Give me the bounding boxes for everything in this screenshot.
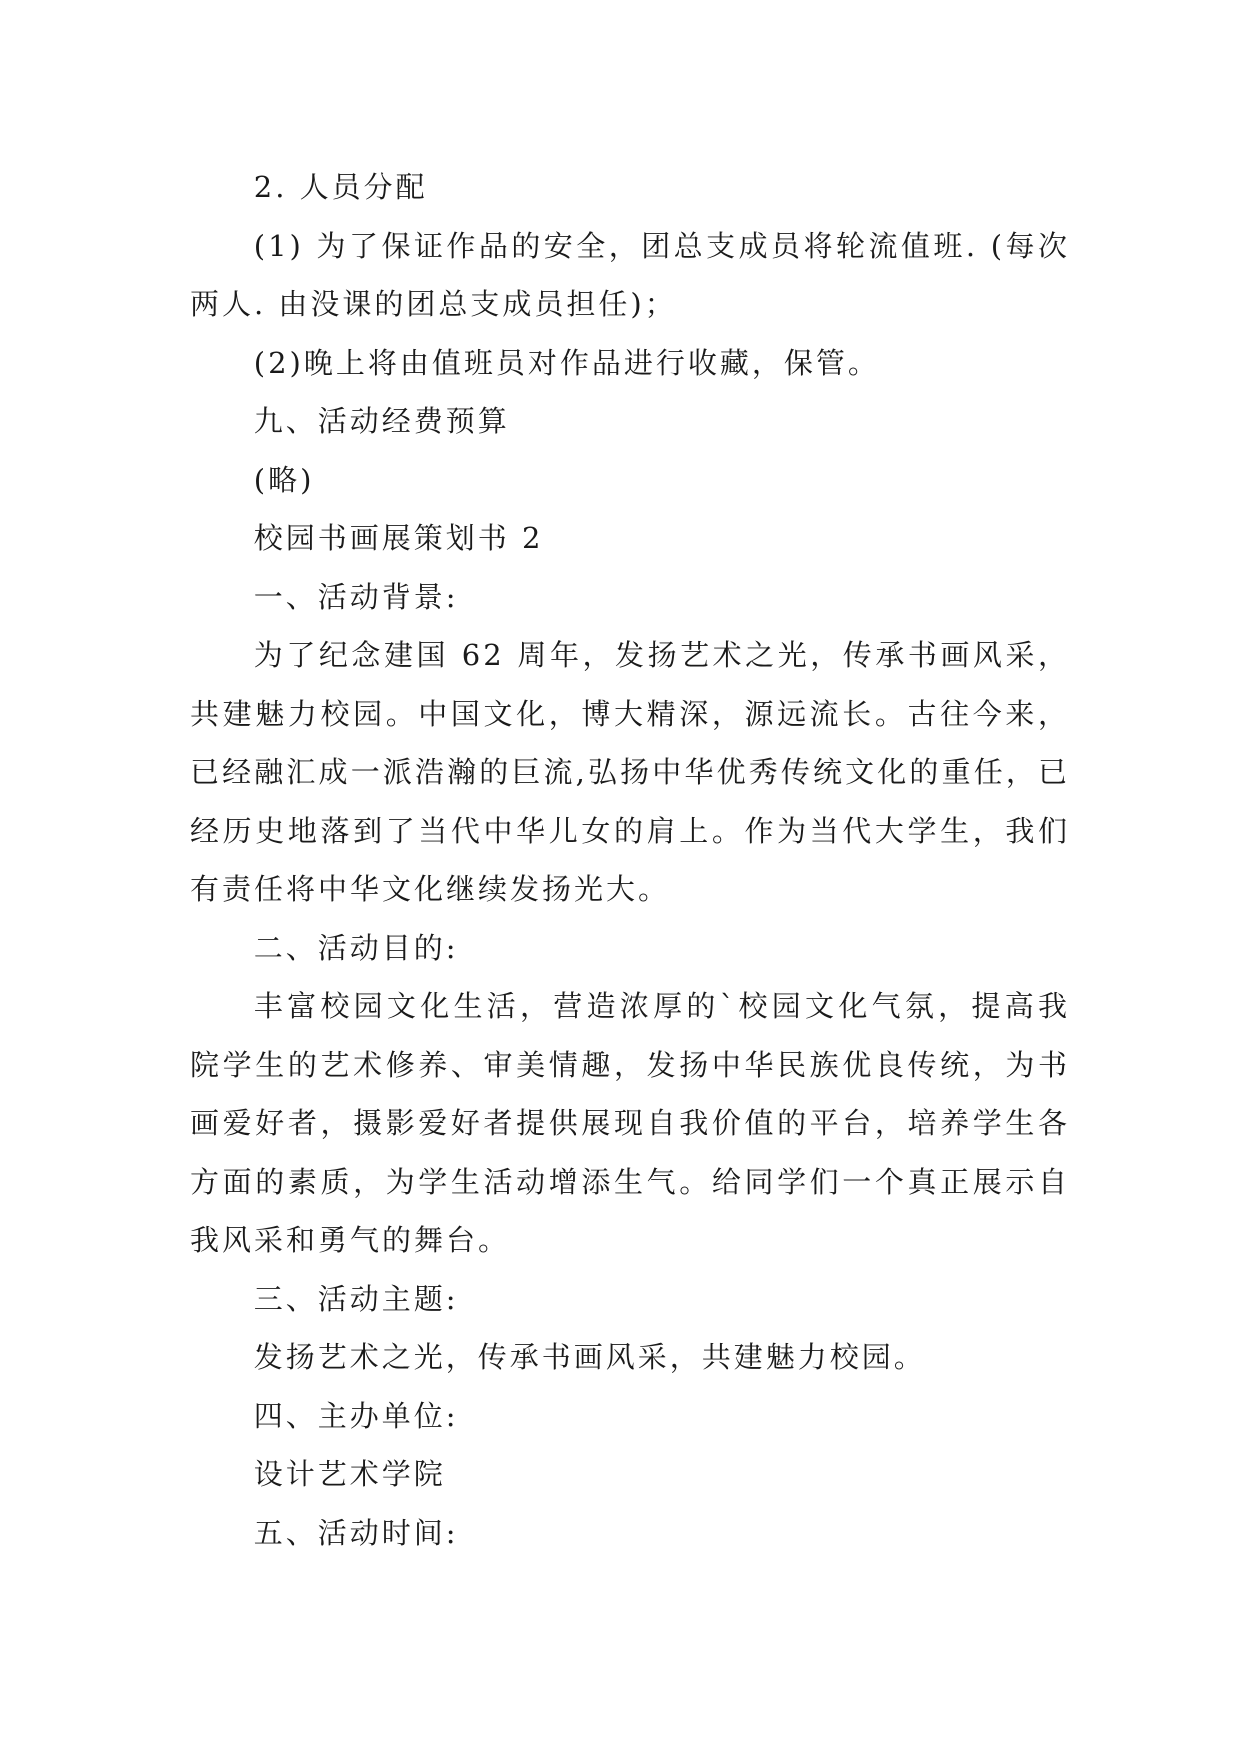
heading-theme: 三、活动主题:	[253, 1281, 459, 1316]
document-body	[190, 158, 1070, 1562]
heading-purpose: 二、活动目的:	[253, 930, 459, 965]
heading-background: 一、活动背景:	[253, 579, 459, 614]
paragraph-purpose: 丰富校园文化生活，营造浓厚的`校园文化气氛，提高我院学生的艺术修养、审美情趣，发扬中华民族优良传统，为书画爱好者，摄影爱好者提供展现自我价值的平台，培养学生各方面的素质，为学生活动增添生气。给同学们一个真正展示自我风采和勇气的舞台。	[190, 989, 1070, 1257]
heading-staff-allocation: 2. 人员分配	[253, 170, 428, 204]
heading-time: 五、活动时间:	[253, 1515, 459, 1550]
paragraph-budget-omitted: (略)	[253, 462, 315, 497]
heading-organizer: 四、主办单位:	[253, 1398, 459, 1433]
section-title-plan-2: 校园书画展策划书 2	[253, 521, 544, 555]
paragraph-duty-rotation: (1) 为了保证作品的安全，团总支成员将轮流值班. (每次两人. 由没课的团总支成员担任)；	[190, 228, 1070, 321]
paragraph-organizer: 设计艺术学院	[253, 1457, 446, 1491]
heading-budget: 九、活动经费预算	[253, 404, 510, 438]
paragraph-theme: 发扬艺术之光，传承书画风采，共建魅力校园。	[253, 1340, 926, 1374]
paragraph-night-storage: (2)晚上将由值班员对作品进行收藏，保管。	[253, 345, 880, 380]
paragraph-background: 为了纪念建国 62 周年，发扬艺术之光，传承书画风采，共建魅力校园。中国文化，博大精深，源远流长。古往今来，已经融汇成一派浩瀚的巨流,弘扬中华优秀传统文化的重任，已经历史地落到了当代中华儿女的肩上。作为当代大学生，我们有责任将中华文化继续发扬光大。	[190, 638, 1070, 906]
